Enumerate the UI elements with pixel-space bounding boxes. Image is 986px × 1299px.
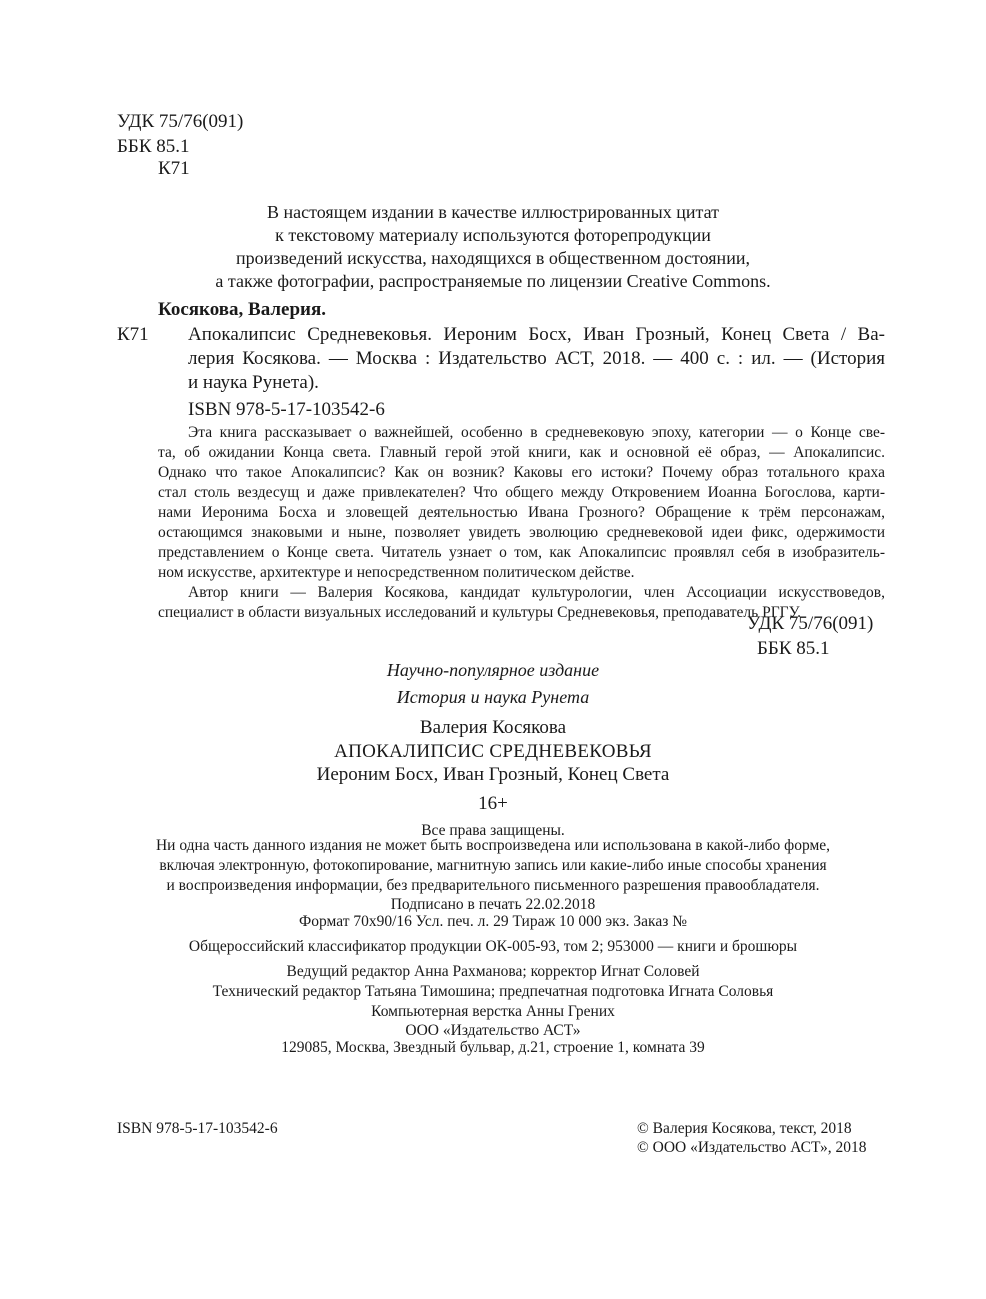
publisher-address: 129085, Москва, Звездный бульвар, д.21, строение 1, комната 39 — [281, 1039, 705, 1056]
edition-series: История и наука Рунета — [396, 687, 590, 707]
editors-line: Технический редактор Татьяна Тимошина; предпечатная подготовка Игната Соловья — [212, 983, 774, 1000]
editors-line: Ведущий редактор Анна Рахманова; корректор Игнат Соловей — [286, 963, 700, 980]
age-rating: 16+ — [478, 793, 508, 814]
bibliography-line: Апокалипсис Средневековья. Иероним Босх, Иван Грозный, Конец Света / Ва- — [188, 324, 885, 345]
annotation-line: остающимся знаковыми и ныне, позволяет увидеть эволюцию средневековой идеи фикс, одержимости — [158, 524, 885, 541]
bbk-code: ББК 85.1 — [117, 136, 190, 157]
annotation-line: специалист в области визуальных исследований и культуры Средневековья, преподаватель РГГУ. — [158, 604, 801, 621]
publisher-name: ООО «Издательство АСТ» — [405, 1022, 581, 1039]
annotation-line: та, об ожидании Конца света. Главный герой этой книги, как и основной её образ, — Апокалипсис. — [158, 444, 885, 461]
footer-isbn: ISBN 978-5-17-103542-6 — [117, 1120, 278, 1137]
copyright-text: © Валерия Косякова, текст, 2018 — [637, 1120, 852, 1137]
illustration-notice — [0, 201, 986, 293]
edition-genre: Научно-популярное издание — [386, 660, 600, 680]
bibliography-description — [188, 323, 885, 395]
book-subtitle: Иероним Босх, Иван Грозный, Конец Света — [316, 764, 670, 785]
annotation-line: стал столь вездесущ и даже привлекателен? Что общего между Откровением Иоанна Богослова, карти- — [158, 484, 885, 501]
annotation-udk: УДК 75/76(091) — [747, 613, 874, 634]
annotation-line: представлением о Конце света. Читатель узнает о том, как Апокалипсис проявлял себя в изобразитель- — [158, 544, 885, 561]
annotation-line: Однако что такое Апокалипсис? Как он возник? Каковы его истоки? Почему образ тотального краха — [158, 464, 885, 481]
rights-line: и воспроизведения информации, без предварительного письменного разрешения правообладателя. — [166, 877, 820, 894]
notice-line: к текстовому материалу используются фоторепродукции — [275, 225, 711, 245]
signed-to-print: Подписано в печать 22.02.2018 — [390, 896, 596, 913]
annotation-line: нами Иеронима Босха и зловещей деятельностью Ивана Грозного? Обращение к трём персонажам, — [158, 504, 885, 521]
notice-line: В настоящем издании в качестве иллюстрированных цитат — [267, 202, 719, 222]
notice-line: а также фотографии, распространяемые по лицензии Creative Commons. — [215, 271, 771, 291]
rights-line: Ни одна часть данного издания не может быть воспроизведена или использована в какой-либо форме, — [155, 837, 831, 854]
rights-title: Все права защищены. — [421, 822, 565, 839]
udk-code: УДК 75/76(091) — [117, 111, 244, 132]
author-mark: К71 — [158, 158, 190, 179]
print-format: Формат 70x90/16 Усл. печ. л. 29 Тираж 10 000 экз. Заказ № — [299, 913, 687, 930]
notice-line: произведений искусства, находящихся в общественном достоянии, — [236, 248, 750, 268]
bibliography-line: и наука Рунета). — [188, 372, 319, 393]
annotation-line: ном искусстве, архитектуре и непосредственном политическом действе. — [158, 564, 635, 581]
bibliography-isbn: ISBN 978-5-17-103542-6 — [188, 399, 385, 420]
annotation — [158, 423, 885, 623]
annotation-line: Автор книги — Валерия Косякова, кандидат культурологии, член Ассоциации искусствоведов, — [188, 584, 885, 601]
bibliography-mark: К71 — [117, 324, 149, 345]
editors-credits — [0, 962, 986, 1022]
annotation-line: Эта книга рассказывает о важнейшей, особенно в средневековую эпоху, категории — о Конце све- — [188, 424, 885, 441]
annotation-bbk: ББК 85.1 — [757, 638, 830, 659]
product-classifier: Общероссийский классификатор продукции ОК-005-93, том 2; 953000 — книги и брошюры — [188, 938, 798, 955]
book-author: Валерия Косякова — [419, 717, 567, 738]
rights-line: включая электронную, фотокопирование, магнитную запись или какие-либо иные способы хранения — [159, 857, 827, 874]
bibliography-author: Косякова, Валерия. — [158, 299, 327, 320]
editors-line: Компьютерная верстка Анны Грених — [371, 1003, 615, 1020]
copyright-publisher: © ООО «Издательство АСТ», 2018 — [637, 1139, 867, 1156]
bibliography-line: лерия Косякова. — Москва : Издательство АСТ, 2018. — 400 с. : ил. — (История — [188, 348, 885, 369]
book-title: АПОКАЛИПСИС СРЕДНЕВЕКОВЬЯ — [334, 741, 652, 762]
rights-text — [0, 836, 986, 896]
